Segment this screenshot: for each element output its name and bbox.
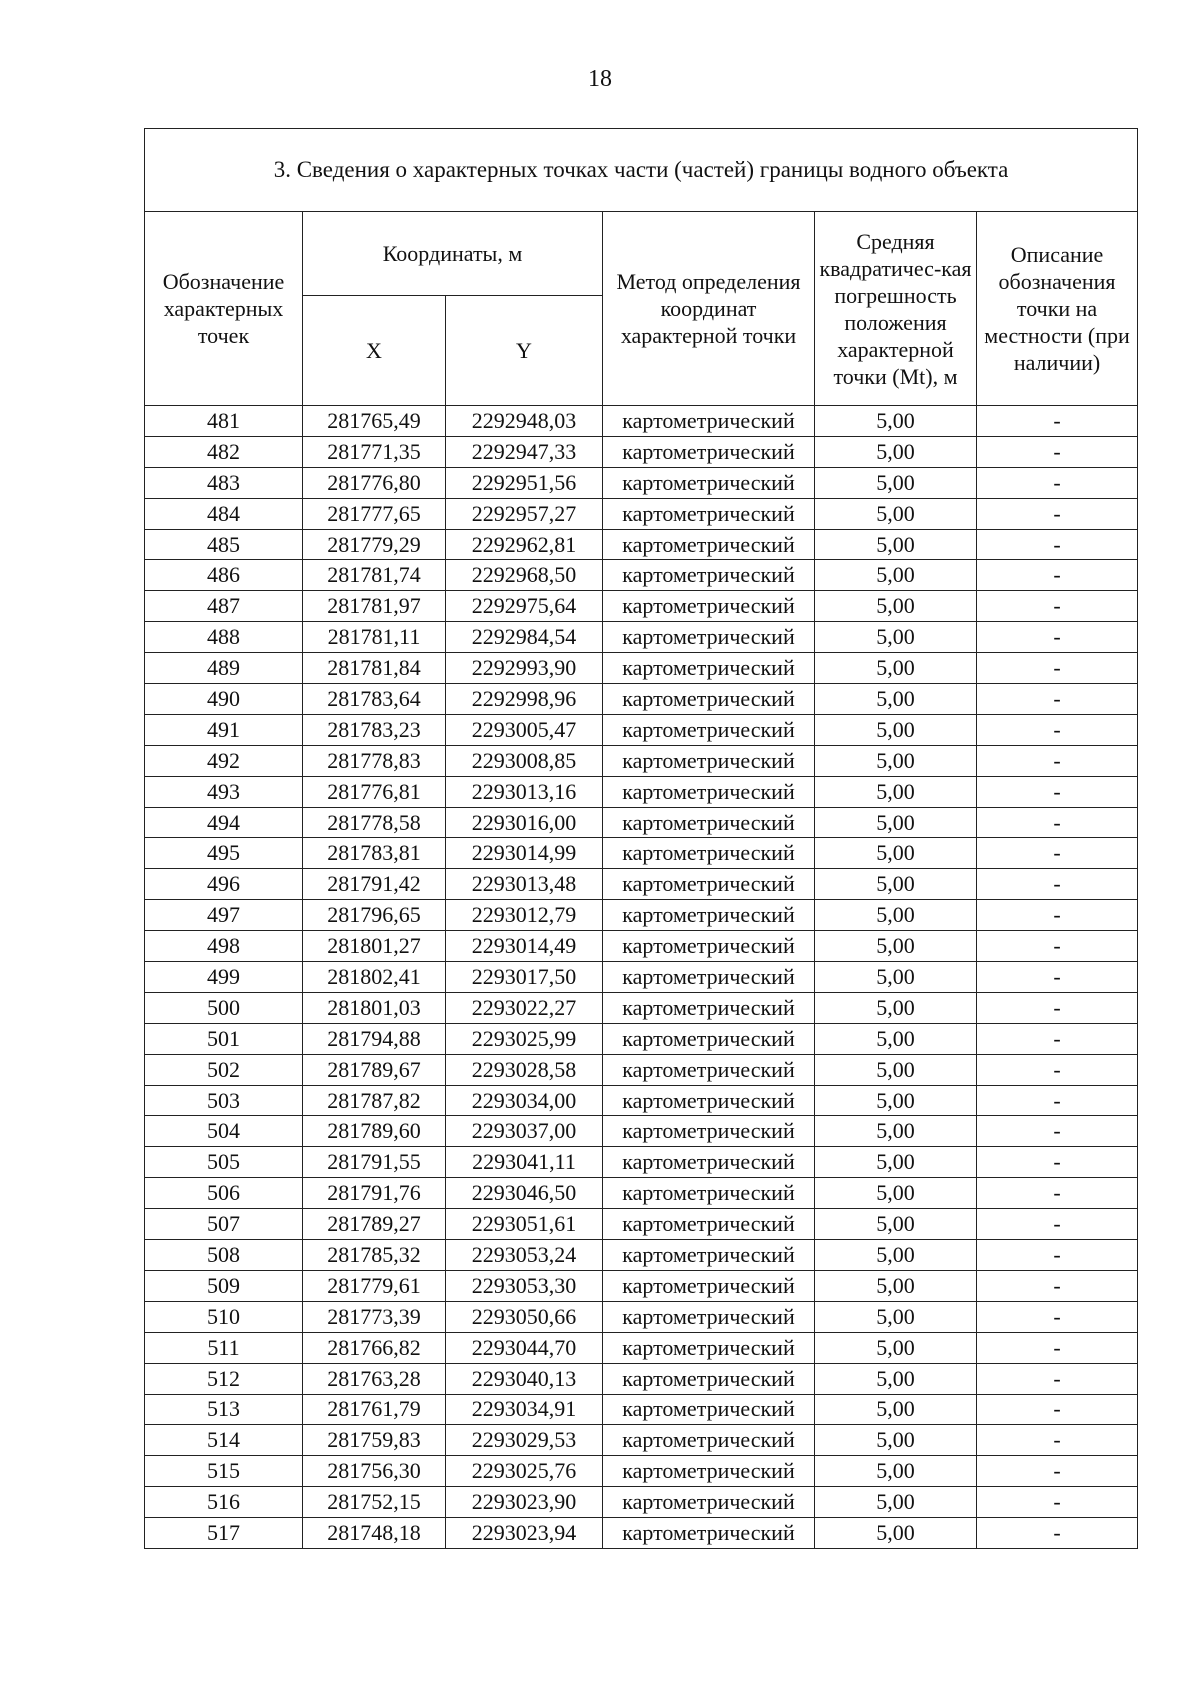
- cell-point-name: 485: [145, 529, 303, 560]
- cell-x: 281759,83: [303, 1425, 446, 1456]
- table-row: [145, 1363, 1138, 1394]
- cell-x: 281801,27: [303, 931, 446, 962]
- cell-y: 2292962,81: [446, 529, 603, 560]
- cell-x: 281785,32: [303, 1240, 446, 1271]
- cell-point-name: 482: [145, 436, 303, 467]
- cell-description: -: [977, 684, 1138, 715]
- cell-error: 5,00: [815, 1518, 977, 1549]
- cell-method: картометрический: [603, 498, 815, 529]
- cell-x: 281781,11: [303, 622, 446, 653]
- cell-x: 281766,82: [303, 1332, 446, 1363]
- cell-y: 2292951,56: [446, 467, 603, 498]
- cell-y: 2293041,11: [446, 1147, 603, 1178]
- cell-description: -: [977, 1456, 1138, 1487]
- cell-description: -: [977, 962, 1138, 993]
- cell-y: 2292968,50: [446, 560, 603, 591]
- cell-description: -: [977, 560, 1138, 591]
- cell-x: 281778,58: [303, 807, 446, 838]
- cell-x: 281789,27: [303, 1209, 446, 1240]
- cell-description: -: [977, 900, 1138, 931]
- cell-error: 5,00: [815, 1240, 977, 1271]
- cell-y: 2293014,99: [446, 838, 603, 869]
- cell-description: -: [977, 591, 1138, 622]
- cell-y: 2293037,00: [446, 1116, 603, 1147]
- cell-y: 2293051,61: [446, 1209, 603, 1240]
- cell-description: -: [977, 467, 1138, 498]
- cell-error: 5,00: [815, 900, 977, 931]
- cell-method: картометрический: [603, 684, 815, 715]
- cell-y: 2293025,99: [446, 1023, 603, 1054]
- cell-description: -: [977, 622, 1138, 653]
- cell-y: 2292975,64: [446, 591, 603, 622]
- cell-method: картометрический: [603, 869, 815, 900]
- cell-error: 5,00: [815, 1270, 977, 1301]
- table-row: [145, 931, 1138, 962]
- cell-x: 281752,15: [303, 1487, 446, 1518]
- cell-method: картометрический: [603, 1270, 815, 1301]
- cell-x: 281779,29: [303, 529, 446, 560]
- table-row: [145, 714, 1138, 745]
- cell-y: 2293040,13: [446, 1363, 603, 1394]
- cell-y: 2292957,27: [446, 498, 603, 529]
- cell-y: 2292947,33: [446, 436, 603, 467]
- cell-x: 281796,65: [303, 900, 446, 931]
- cell-x: 281801,03: [303, 992, 446, 1023]
- cell-y: 2293023,94: [446, 1518, 603, 1549]
- cell-y: 2293029,53: [446, 1425, 603, 1456]
- cell-method: картометрический: [603, 1301, 815, 1332]
- cell-method: картометрический: [603, 653, 815, 684]
- cell-point-name: 512: [145, 1363, 303, 1394]
- cell-error: 5,00: [815, 962, 977, 993]
- cell-x: 281765,49: [303, 406, 446, 437]
- cell-method: картометрический: [603, 591, 815, 622]
- cell-error: 5,00: [815, 1301, 977, 1332]
- cell-point-name: 505: [145, 1147, 303, 1178]
- cell-point-name: 497: [145, 900, 303, 931]
- cell-description: -: [977, 776, 1138, 807]
- cell-method: картометрический: [603, 992, 815, 1023]
- header-coordinates: Координаты, м: [303, 212, 603, 296]
- table-row: [145, 467, 1138, 498]
- table-row: [145, 1270, 1138, 1301]
- cell-x: 281776,80: [303, 467, 446, 498]
- cell-method: картометрический: [603, 467, 815, 498]
- cell-x: 281773,39: [303, 1301, 446, 1332]
- cell-method: картометрический: [603, 714, 815, 745]
- cell-error: 5,00: [815, 1425, 977, 1456]
- cell-point-name: 500: [145, 992, 303, 1023]
- cell-description: -: [977, 436, 1138, 467]
- cell-y: 2293017,50: [446, 962, 603, 993]
- cell-point-name: 493: [145, 776, 303, 807]
- cell-point-name: 501: [145, 1023, 303, 1054]
- cell-description: -: [977, 714, 1138, 745]
- cell-y: 2293028,58: [446, 1054, 603, 1085]
- cell-y: 2293013,16: [446, 776, 603, 807]
- cell-x: 281783,23: [303, 714, 446, 745]
- cell-point-name: 514: [145, 1425, 303, 1456]
- cell-y: 2293025,76: [446, 1456, 603, 1487]
- cell-point-name: 494: [145, 807, 303, 838]
- cell-error: 5,00: [815, 622, 977, 653]
- cell-y: 2293053,30: [446, 1270, 603, 1301]
- cell-error: 5,00: [815, 1209, 977, 1240]
- table-row: [145, 622, 1138, 653]
- cell-point-name: 496: [145, 869, 303, 900]
- table-row: [145, 1301, 1138, 1332]
- cell-point-name: 503: [145, 1085, 303, 1116]
- cell-description: -: [977, 1147, 1138, 1178]
- table-title: 3. Сведения о характерных точках части (частей) границы водного объекта: [145, 129, 1138, 212]
- cell-y: 2293005,47: [446, 714, 603, 745]
- cell-x: 281763,28: [303, 1363, 446, 1394]
- table-row: [145, 436, 1138, 467]
- cell-error: 5,00: [815, 1363, 977, 1394]
- table-row: [145, 838, 1138, 869]
- cell-description: -: [977, 931, 1138, 962]
- table-row: [145, 591, 1138, 622]
- cell-y: 2293012,79: [446, 900, 603, 931]
- table-row: [145, 1425, 1138, 1456]
- cell-x: 281778,83: [303, 745, 446, 776]
- cell-error: 5,00: [815, 1116, 977, 1147]
- table-row: [145, 807, 1138, 838]
- cell-method: картометрический: [603, 436, 815, 467]
- cell-description: -: [977, 1301, 1138, 1332]
- cell-y: 2293034,91: [446, 1394, 603, 1425]
- cell-point-name: 484: [145, 498, 303, 529]
- table-row: [145, 992, 1138, 1023]
- cell-x: 281787,82: [303, 1085, 446, 1116]
- cell-y: 2293046,50: [446, 1178, 603, 1209]
- cell-y: 2293014,49: [446, 931, 603, 962]
- table-row: [145, 1147, 1138, 1178]
- cell-y: 2292984,54: [446, 622, 603, 653]
- cell-method: картометрический: [603, 962, 815, 993]
- cell-description: -: [977, 498, 1138, 529]
- cell-error: 5,00: [815, 1456, 977, 1487]
- cell-error: 5,00: [815, 467, 977, 498]
- cell-error: 5,00: [815, 838, 977, 869]
- cell-point-name: 517: [145, 1518, 303, 1549]
- cell-x: 281789,67: [303, 1054, 446, 1085]
- cell-method: картометрический: [603, 1147, 815, 1178]
- cell-error: 5,00: [815, 560, 977, 591]
- cell-point-name: 489: [145, 653, 303, 684]
- cell-y: 2293022,27: [446, 992, 603, 1023]
- cell-description: -: [977, 1054, 1138, 1085]
- table-row: [145, 745, 1138, 776]
- table-row: [145, 776, 1138, 807]
- cell-x: 281781,74: [303, 560, 446, 591]
- cell-y: 2293053,24: [446, 1240, 603, 1271]
- cell-method: картометрический: [603, 1425, 815, 1456]
- cell-x: 281789,60: [303, 1116, 446, 1147]
- cell-error: 5,00: [815, 1178, 977, 1209]
- cell-point-name: 486: [145, 560, 303, 591]
- table-row: [145, 1394, 1138, 1425]
- cell-method: картометрический: [603, 529, 815, 560]
- cell-description: -: [977, 807, 1138, 838]
- cell-x: 281748,18: [303, 1518, 446, 1549]
- cell-description: -: [977, 1425, 1138, 1456]
- cell-point-name: 515: [145, 1456, 303, 1487]
- cell-method: картометрический: [603, 406, 815, 437]
- cell-point-name: 499: [145, 962, 303, 993]
- cell-method: картометрический: [603, 622, 815, 653]
- cell-method: картометрический: [603, 1054, 815, 1085]
- cell-x: 281791,76: [303, 1178, 446, 1209]
- characteristic-points-table: [144, 128, 1138, 1549]
- cell-description: -: [977, 745, 1138, 776]
- cell-point-name: 492: [145, 745, 303, 776]
- cell-error: 5,00: [815, 406, 977, 437]
- cell-y: 2292993,90: [446, 653, 603, 684]
- cell-method: картометрический: [603, 1456, 815, 1487]
- cell-error: 5,00: [815, 591, 977, 622]
- cell-error: 5,00: [815, 1332, 977, 1363]
- cell-method: картометрический: [603, 1209, 815, 1240]
- cell-method: картометрический: [603, 807, 815, 838]
- cell-y: 2293016,00: [446, 807, 603, 838]
- cell-description: -: [977, 1394, 1138, 1425]
- cell-method: картометрический: [603, 1023, 815, 1054]
- cell-point-name: 488: [145, 622, 303, 653]
- header-y: Y: [446, 296, 603, 406]
- cell-y: 2292998,96: [446, 684, 603, 715]
- cell-error: 5,00: [815, 931, 977, 962]
- cell-x: 281771,35: [303, 436, 446, 467]
- cell-x: 281777,65: [303, 498, 446, 529]
- header-point-name: Обозначение характерных точек: [145, 212, 303, 406]
- cell-point-name: 510: [145, 1301, 303, 1332]
- cell-x: 281791,42: [303, 869, 446, 900]
- cell-y: 2293013,48: [446, 869, 603, 900]
- cell-method: картометрический: [603, 776, 815, 807]
- cell-description: -: [977, 1116, 1138, 1147]
- cell-error: 5,00: [815, 745, 977, 776]
- table-row: [145, 1518, 1138, 1549]
- cell-y: 2292948,03: [446, 406, 603, 437]
- cell-x: 281761,79: [303, 1394, 446, 1425]
- cell-error: 5,00: [815, 529, 977, 560]
- cell-point-name: 495: [145, 838, 303, 869]
- cell-description: -: [977, 1178, 1138, 1209]
- cell-point-name: 516: [145, 1487, 303, 1518]
- cell-method: картометрический: [603, 1116, 815, 1147]
- table-row: [145, 1178, 1138, 1209]
- table-row: [145, 560, 1138, 591]
- cell-point-name: 506: [145, 1178, 303, 1209]
- cell-description: -: [977, 838, 1138, 869]
- cell-point-name: 502: [145, 1054, 303, 1085]
- cell-method: картометрический: [603, 838, 815, 869]
- cell-method: картометрический: [603, 560, 815, 591]
- cell-error: 5,00: [815, 776, 977, 807]
- header-method: Метод определения координат характерной точки: [603, 212, 815, 406]
- cell-x: 281783,81: [303, 838, 446, 869]
- cell-y: 2293008,85: [446, 745, 603, 776]
- cell-description: -: [977, 1270, 1138, 1301]
- cell-y: 2293044,70: [446, 1332, 603, 1363]
- table-row: [145, 529, 1138, 560]
- cell-error: 5,00: [815, 1147, 977, 1178]
- table-row: [145, 900, 1138, 931]
- header-x: X: [303, 296, 446, 406]
- cell-error: 5,00: [815, 1487, 977, 1518]
- cell-method: картометрический: [603, 1178, 815, 1209]
- cell-point-name: 483: [145, 467, 303, 498]
- cell-description: -: [977, 406, 1138, 437]
- cell-y: 2293050,66: [446, 1301, 603, 1332]
- cell-method: картометрический: [603, 1394, 815, 1425]
- cell-error: 5,00: [815, 684, 977, 715]
- cell-y: 2293034,00: [446, 1085, 603, 1116]
- cell-error: 5,00: [815, 436, 977, 467]
- cell-point-name: 481: [145, 406, 303, 437]
- cell-x: 281802,41: [303, 962, 446, 993]
- cell-point-name: 511: [145, 1332, 303, 1363]
- cell-description: -: [977, 992, 1138, 1023]
- table-row: [145, 869, 1138, 900]
- cell-error: 5,00: [815, 653, 977, 684]
- cell-error: 5,00: [815, 869, 977, 900]
- table-row: [145, 406, 1138, 437]
- cell-error: 5,00: [815, 1023, 977, 1054]
- cell-point-name: 509: [145, 1270, 303, 1301]
- cell-error: 5,00: [815, 1394, 977, 1425]
- cell-description: -: [977, 1023, 1138, 1054]
- cell-error: 5,00: [815, 1085, 977, 1116]
- cell-method: картометрический: [603, 1085, 815, 1116]
- table-row: [145, 1487, 1138, 1518]
- table-row: [145, 1209, 1138, 1240]
- cell-method: картометрический: [603, 1332, 815, 1363]
- cell-description: -: [977, 653, 1138, 684]
- table-row: [145, 962, 1138, 993]
- cell-description: -: [977, 1363, 1138, 1394]
- cell-description: -: [977, 1332, 1138, 1363]
- cell-point-name: 487: [145, 591, 303, 622]
- cell-point-name: 508: [145, 1240, 303, 1271]
- cell-y: 2293023,90: [446, 1487, 603, 1518]
- cell-error: 5,00: [815, 992, 977, 1023]
- cell-error: 5,00: [815, 714, 977, 745]
- cell-point-name: 504: [145, 1116, 303, 1147]
- cell-x: 281781,84: [303, 653, 446, 684]
- cell-method: картометрический: [603, 900, 815, 931]
- cell-point-name: 507: [145, 1209, 303, 1240]
- cell-x: 281791,55: [303, 1147, 446, 1178]
- table-row: [145, 1332, 1138, 1363]
- cell-description: -: [977, 529, 1138, 560]
- cell-error: 5,00: [815, 807, 977, 838]
- table-row: [145, 1240, 1138, 1271]
- cell-description: -: [977, 869, 1138, 900]
- cell-method: картометрический: [603, 1363, 815, 1394]
- cell-point-name: 498: [145, 931, 303, 962]
- cell-point-name: 491: [145, 714, 303, 745]
- table-row: [145, 684, 1138, 715]
- cell-description: -: [977, 1518, 1138, 1549]
- cell-x: 281756,30: [303, 1456, 446, 1487]
- cell-error: 5,00: [815, 1054, 977, 1085]
- cell-description: -: [977, 1487, 1138, 1518]
- page-number: 18: [588, 66, 612, 92]
- cell-method: картометрический: [603, 745, 815, 776]
- cell-method: картометрический: [603, 1518, 815, 1549]
- cell-error: 5,00: [815, 498, 977, 529]
- cell-x: 281776,81: [303, 776, 446, 807]
- cell-description: -: [977, 1240, 1138, 1271]
- cell-method: картометрический: [603, 931, 815, 962]
- table-body: [145, 406, 1138, 1549]
- cell-method: картометрический: [603, 1487, 815, 1518]
- cell-x: 281781,97: [303, 591, 446, 622]
- cell-point-name: 513: [145, 1394, 303, 1425]
- table-row: [145, 1085, 1138, 1116]
- cell-description: -: [977, 1085, 1138, 1116]
- table-row: [145, 653, 1138, 684]
- table-row: [145, 1116, 1138, 1147]
- table-row: [145, 1054, 1138, 1085]
- cell-description: -: [977, 1209, 1138, 1240]
- cell-method: картометрический: [603, 1240, 815, 1271]
- cell-x: 281783,64: [303, 684, 446, 715]
- cell-x: 281779,61: [303, 1270, 446, 1301]
- cell-point-name: 490: [145, 684, 303, 715]
- table-row: [145, 498, 1138, 529]
- header-error: Средняя квадратичес-кая погрешность положения характерной точки (Mt), м: [815, 212, 977, 406]
- table-row: [145, 1456, 1138, 1487]
- cell-x: 281794,88: [303, 1023, 446, 1054]
- header-description: Описание обозначения точки на местности (при наличии): [977, 212, 1138, 406]
- table-row: [145, 1023, 1138, 1054]
